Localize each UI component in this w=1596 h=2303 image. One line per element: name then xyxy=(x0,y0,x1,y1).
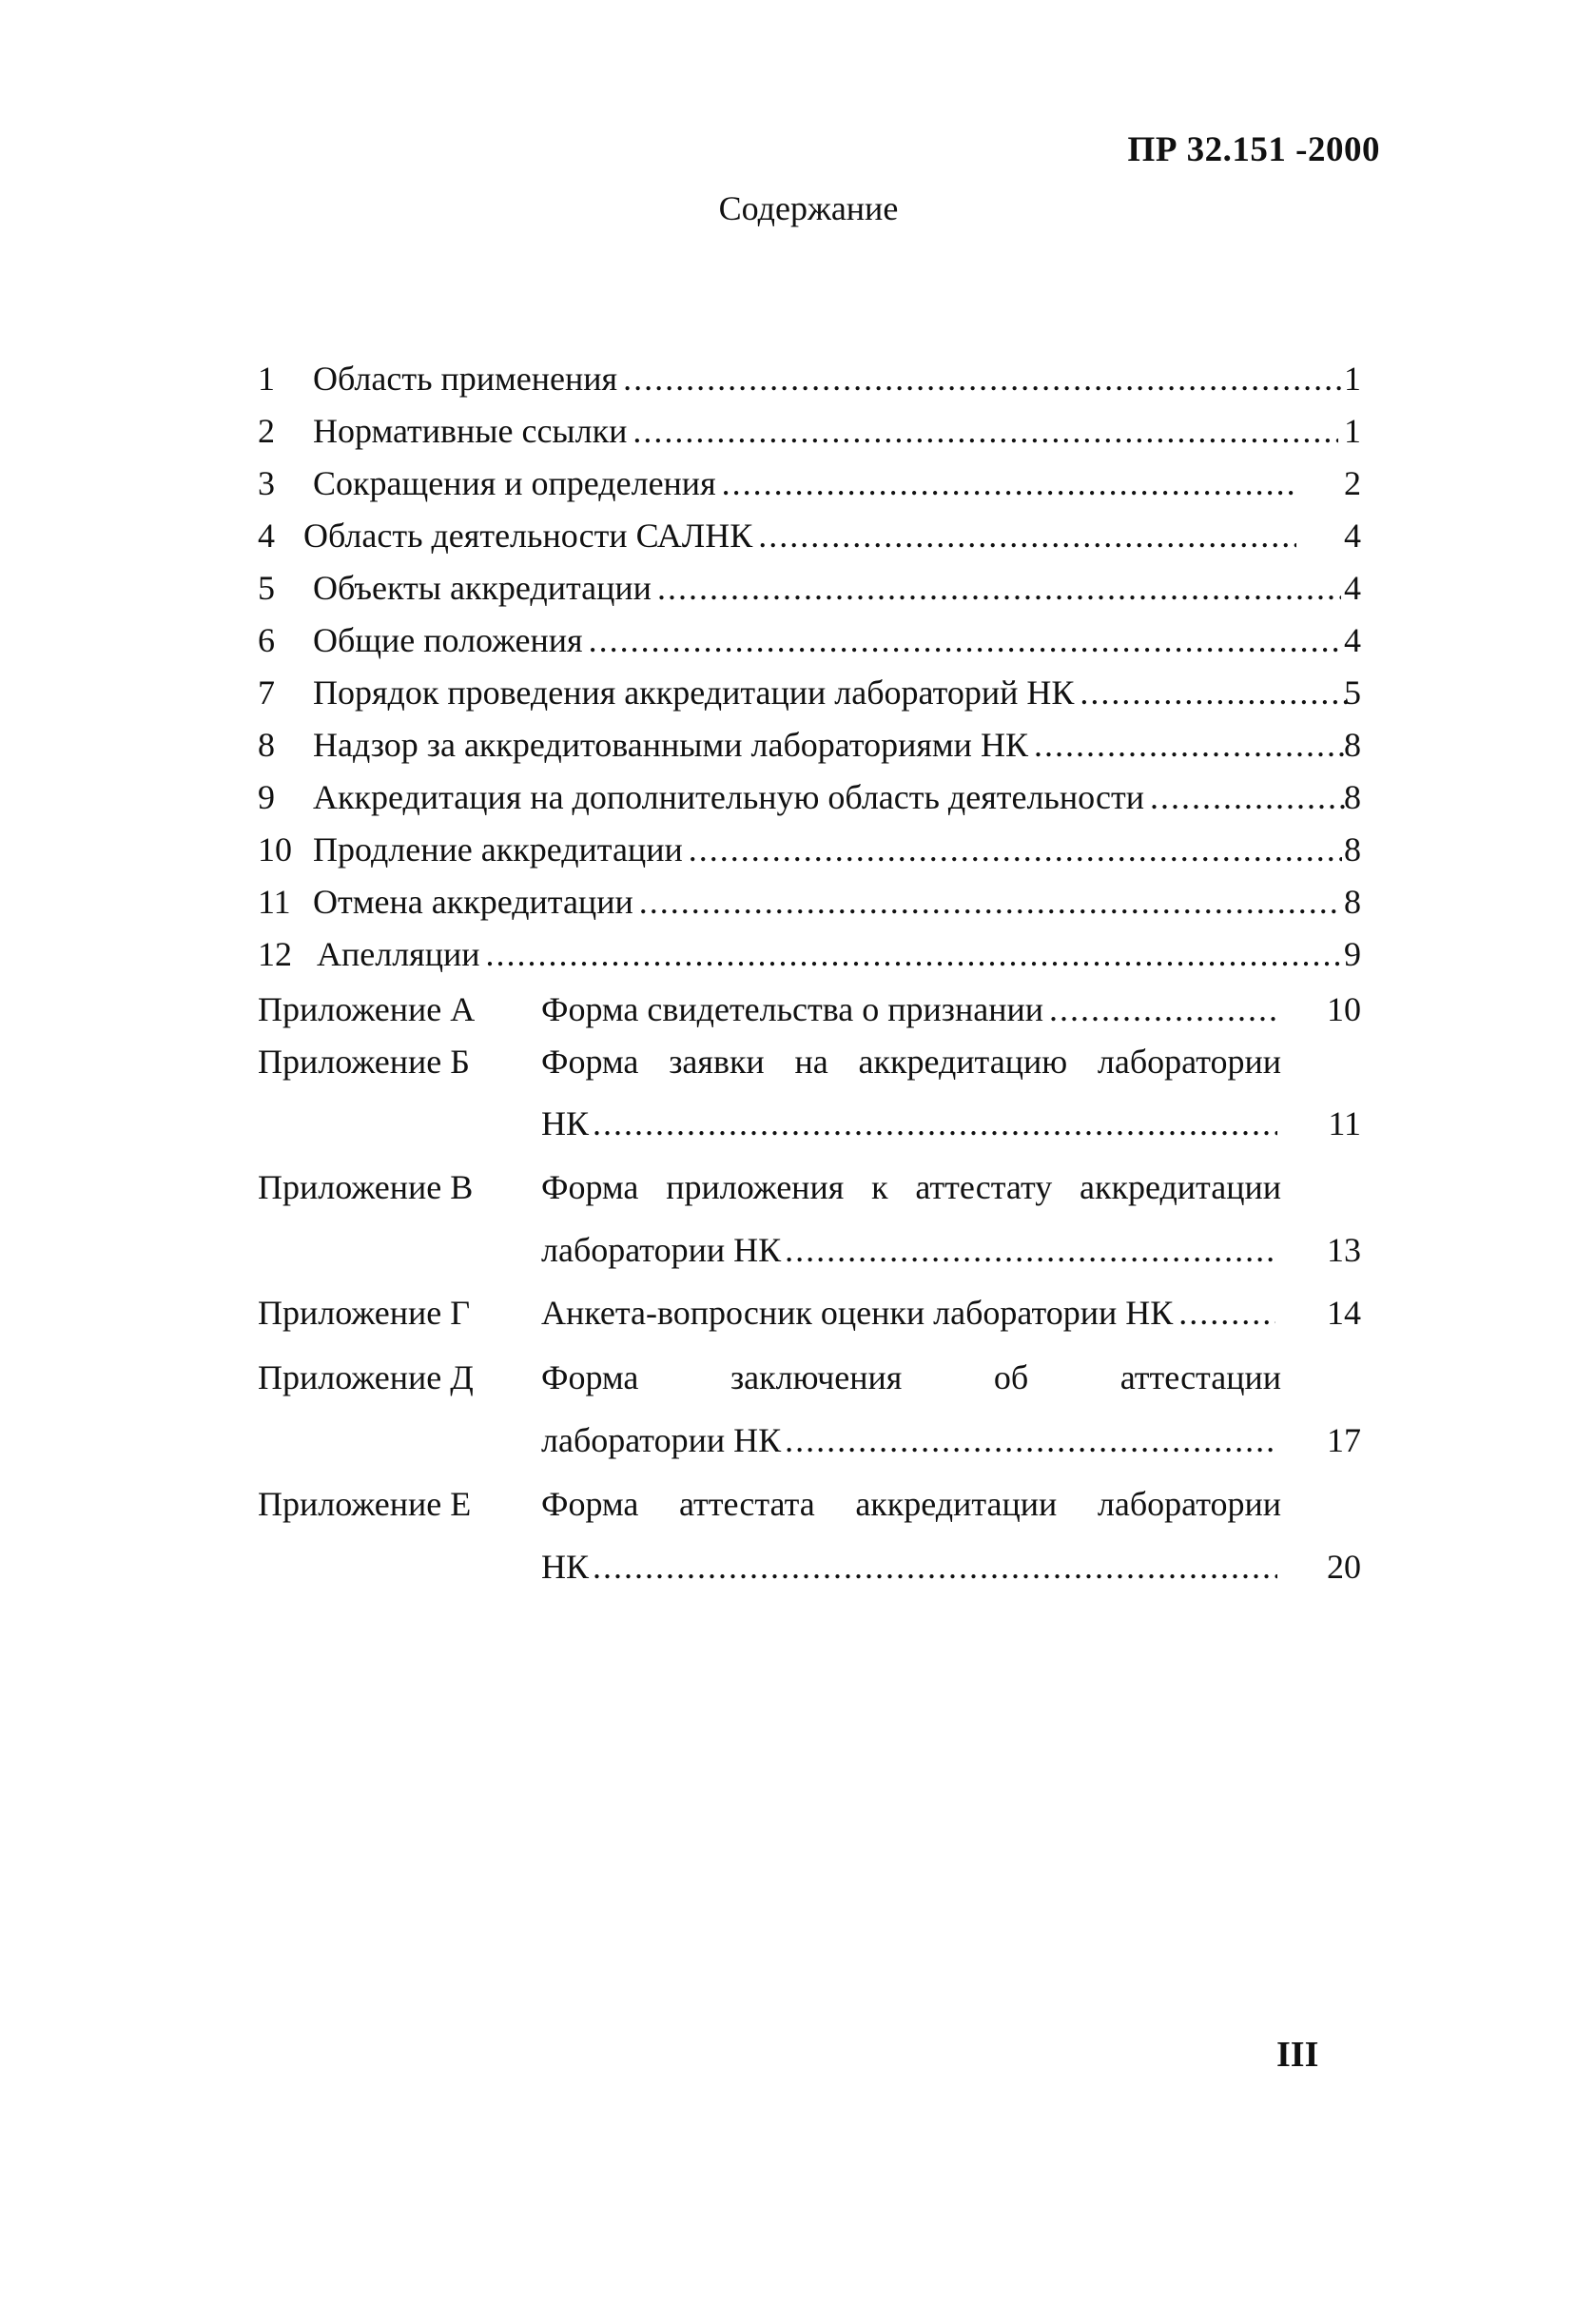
toc-entry-page: 4 xyxy=(1344,569,1361,607)
toc-entry[interactable] xyxy=(258,927,1361,981)
toc-entry-number: 7 xyxy=(258,673,275,712)
leader-dots xyxy=(689,823,1342,876)
toc-entry-title: Продление аккредитации xyxy=(313,830,683,869)
appendix-title-justified xyxy=(541,1161,1281,1214)
toc-entry-title: Объекты аккредитации xyxy=(313,569,652,607)
leader-dots xyxy=(589,614,1341,667)
document-code: ПР 32.151 -2000 xyxy=(1127,130,1380,169)
toc-entry[interactable] xyxy=(258,718,1361,771)
leader-dots xyxy=(785,1223,1277,1277)
appendix-label: Приложение Б xyxy=(258,1043,470,1081)
page-number: III xyxy=(1276,2035,1319,2075)
appendix-title-justified xyxy=(541,1477,1281,1531)
toc-entry-page: 2 xyxy=(1344,464,1361,502)
toc-entry-title: Надзор за аккредитованными лабораториями НК xyxy=(313,726,1028,764)
appendix-title: Форма аттестата аккредитации лаборатории xyxy=(541,1485,1281,1523)
toc-appendix-v[interactable] xyxy=(258,1161,1361,1214)
toc-entry[interactable] xyxy=(258,404,1361,458)
toc-appendix-a[interactable] xyxy=(258,983,1361,1036)
toc-entry-page: 8 xyxy=(1344,778,1361,816)
appendix-label: Приложение В xyxy=(258,1168,474,1206)
leader-dots xyxy=(722,457,1295,510)
appendix-page: 13 xyxy=(1327,1231,1361,1269)
toc-entry-number: 12 xyxy=(258,935,292,973)
appendix-label: Приложение Г xyxy=(258,1294,471,1332)
appendix-label: Приложение А xyxy=(258,990,476,1028)
toc-entry-title: Общие положения xyxy=(313,621,583,659)
toc-entry-page: 4 xyxy=(1344,517,1361,555)
toc-appendix-g[interactable] xyxy=(258,1286,1361,1339)
toc-entry-number: 10 xyxy=(258,830,292,869)
appendix-title-justified xyxy=(541,1035,1281,1088)
toc-entry-page: 8 xyxy=(1344,726,1361,764)
appendix-title: Форма заявки на аккредитацию лаборатории xyxy=(541,1043,1281,1081)
appendix-title: Анкета-вопросник оценки лаборатории НК xyxy=(541,1294,1174,1332)
appendix-label: Приложение Д xyxy=(258,1358,474,1396)
leader-dots xyxy=(657,561,1341,615)
toc-entry-page: 8 xyxy=(1344,830,1361,869)
toc-entry[interactable] xyxy=(258,352,1361,405)
toc-appendix-d-cont[interactable] xyxy=(258,1414,1361,1467)
toc-entry-page: 8 xyxy=(1344,883,1361,921)
toc-entry-number: 5 xyxy=(258,569,275,607)
appendix-title-cont: лаборатории НК xyxy=(541,1231,782,1269)
appendix-title-justified xyxy=(541,1351,1281,1404)
appendix-page: 11 xyxy=(1328,1104,1361,1142)
leader-dots xyxy=(758,509,1295,562)
appendix-page: 14 xyxy=(1327,1294,1361,1332)
appendix-title: Форма заключения об аттестации xyxy=(541,1358,1281,1396)
leader-dots xyxy=(593,1097,1277,1150)
toc-entry-title: Область деятельности САЛНК xyxy=(303,517,753,555)
toc-title: Содержание xyxy=(718,189,899,227)
leader-dots xyxy=(486,927,1339,981)
toc-entry-title: Аккредитация на дополнительную область деятельности xyxy=(313,778,1144,816)
appendix-page: 17 xyxy=(1327,1421,1361,1459)
toc-entry[interactable] xyxy=(258,771,1361,824)
appendix-title: Форма приложения к аттестату аккредитации xyxy=(541,1168,1281,1206)
appendix-title-cont: НК xyxy=(541,1548,590,1586)
toc-entry[interactable] xyxy=(258,561,1361,615)
toc-entry-title: Отмена аккредитации xyxy=(313,883,633,921)
toc-entry-page: 9 xyxy=(1344,935,1361,973)
toc-entry-number: 9 xyxy=(258,778,275,816)
leader-dots xyxy=(623,352,1341,405)
leader-dots xyxy=(785,1414,1277,1467)
toc-entry-number: 8 xyxy=(258,726,275,764)
toc-entry[interactable] xyxy=(258,823,1361,876)
toc-appendix-v-cont[interactable] xyxy=(258,1223,1361,1277)
leader-dots xyxy=(639,875,1341,928)
toc-appendix-d[interactable] xyxy=(258,1351,1361,1404)
toc-entry[interactable] xyxy=(258,614,1361,667)
appendix-page: 20 xyxy=(1327,1548,1361,1586)
appendix-label: Приложение Е xyxy=(258,1485,472,1523)
leader-dots xyxy=(1034,718,1347,771)
toc-appendix-b[interactable] xyxy=(258,1035,1361,1088)
toc-appendix-b-cont[interactable] xyxy=(258,1097,1361,1150)
toc-entry-title: Нормативные ссылки xyxy=(313,412,628,450)
toc-entry-title: Область применения xyxy=(313,360,618,398)
toc-entry-number: 11 xyxy=(258,883,291,921)
toc-entry-page: 1 xyxy=(1344,360,1361,398)
leader-dots xyxy=(1178,1286,1275,1339)
toc-entry-number: 2 xyxy=(258,412,275,450)
toc-entry[interactable] xyxy=(258,875,1361,928)
leader-dots xyxy=(593,1540,1277,1593)
leader-dots xyxy=(1049,983,1275,1036)
toc-appendix-e-cont[interactable] xyxy=(258,1540,1361,1593)
toc-entry-title: Сокращения и определения xyxy=(313,464,716,502)
toc-entry-number: 6 xyxy=(258,621,275,659)
appendix-page: 10 xyxy=(1327,990,1361,1028)
toc-entry[interactable] xyxy=(258,509,1361,562)
toc-entry-page: 1 xyxy=(1344,412,1361,450)
leader-dots xyxy=(633,404,1338,458)
toc-entry[interactable] xyxy=(258,457,1361,510)
toc-entry-number: 3 xyxy=(258,464,275,502)
appendix-title-cont: НК xyxy=(541,1104,590,1142)
toc-appendix-e[interactable] xyxy=(258,1477,1361,1531)
toc-entry-title: Порядок проведения аккредитации лабораторий НК xyxy=(313,673,1075,712)
toc-entry-page: 5 xyxy=(1344,673,1361,712)
appendix-title: Форма свидетельства о признании xyxy=(541,990,1044,1028)
toc-entry[interactable] xyxy=(258,666,1361,719)
toc-entry-number: 1 xyxy=(258,360,275,398)
toc-entry-page: 4 xyxy=(1344,621,1361,659)
toc-entry-number: 4 xyxy=(258,517,275,555)
toc-entry-title: Апелляции xyxy=(317,935,480,973)
appendix-title-cont: лаборатории НК xyxy=(541,1421,782,1459)
